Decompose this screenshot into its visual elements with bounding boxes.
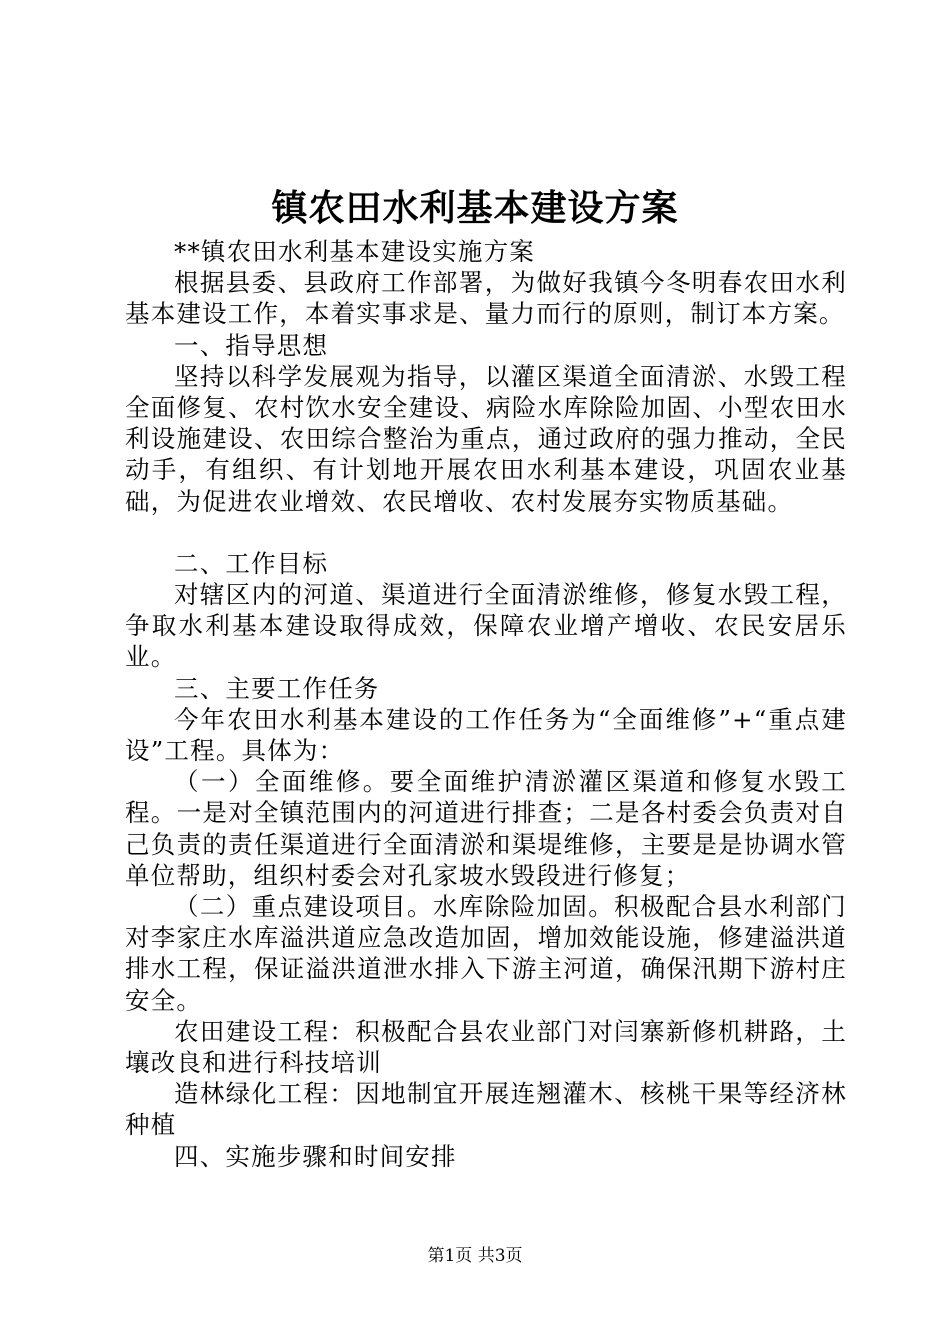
paragraph-work-goals: 对辖区内的河道、渠道进行全面清淤维修，修复水毁工程，争取水利基本建设取得成效，保障农业增产增收、农民安居乐业。 [125,580,847,672]
page-footer: 第1页 共3页 [427,1246,523,1266]
document-title: 镇农田水利基本建设方案 [271,187,679,229]
heading-implementation-steps: 四、实施步骤和时间安排 [174,1141,457,1171]
paragraph-main-tasks: 今年农田水利基本建设的工作任务为“全面维修”+“重点建设”工程。具体为： [125,704,847,766]
heading-guiding-ideology: 一、指导思想 [174,330,329,360]
heading-main-tasks: 三、主要工作任务 [174,673,380,703]
paragraph-intro: 根据县委、县政府工作部署，为做好我镇今冬明春农田水利基本建设工作，本着实事求是、量力而行的原则，制订本方案。 [125,268,847,329]
paragraph-afforestation: 造林绿化工程：因地制宜开展连翘灌木、核桃干果等经济林种植 [125,1079,847,1140]
paragraph-farmland-construction: 农田建设工程：积极配合县农业部门对闫寨新修机耕路，土壤改良和进行科技培训 [125,1016,847,1078]
heading-work-goals: 二、工作目标 [174,548,329,578]
paragraph-key-projects: （二）重点建设项目。水库除险加固。积极配合县水利部门对李家庄水库溢洪道应急改造加固，增加效能设施，修建溢洪道排水工程，保证溢洪道泄水排入下游主河道，确保汛期下游村庄安全。 [125,892,847,1015]
paragraph-comprehensive-repair: （一）全面维修。要全面维护清淤灌区渠道和修复水毁工程。一是对全镇范围内的河道进行排查；二是各村委会负责对自己负责的责任渠道进行全面清淤和渠堤维修，主要是是协调水管单位帮助，组织村委会对孔家坡水毁段进行修复； [125,767,847,890]
document-body [125,236,847,1172]
paragraph-subtitle: **镇农田水利基本建设实施方案 [174,237,535,266]
paragraph-guiding-ideology: 坚持以科学发展观为指导，以灌区渠道全面清淤、水毁工程全面修复、农村饮水安全建设、病险水库除险加固、小型农田水利设施建设、农田综合整治为重点，通过政府的强力推动，全民动手，有组织、有计划地开展农田水利基本建设，巩固农业基础，为促进农业增效、农民增收、农村发展夯实物质基础。 [125,361,847,516]
